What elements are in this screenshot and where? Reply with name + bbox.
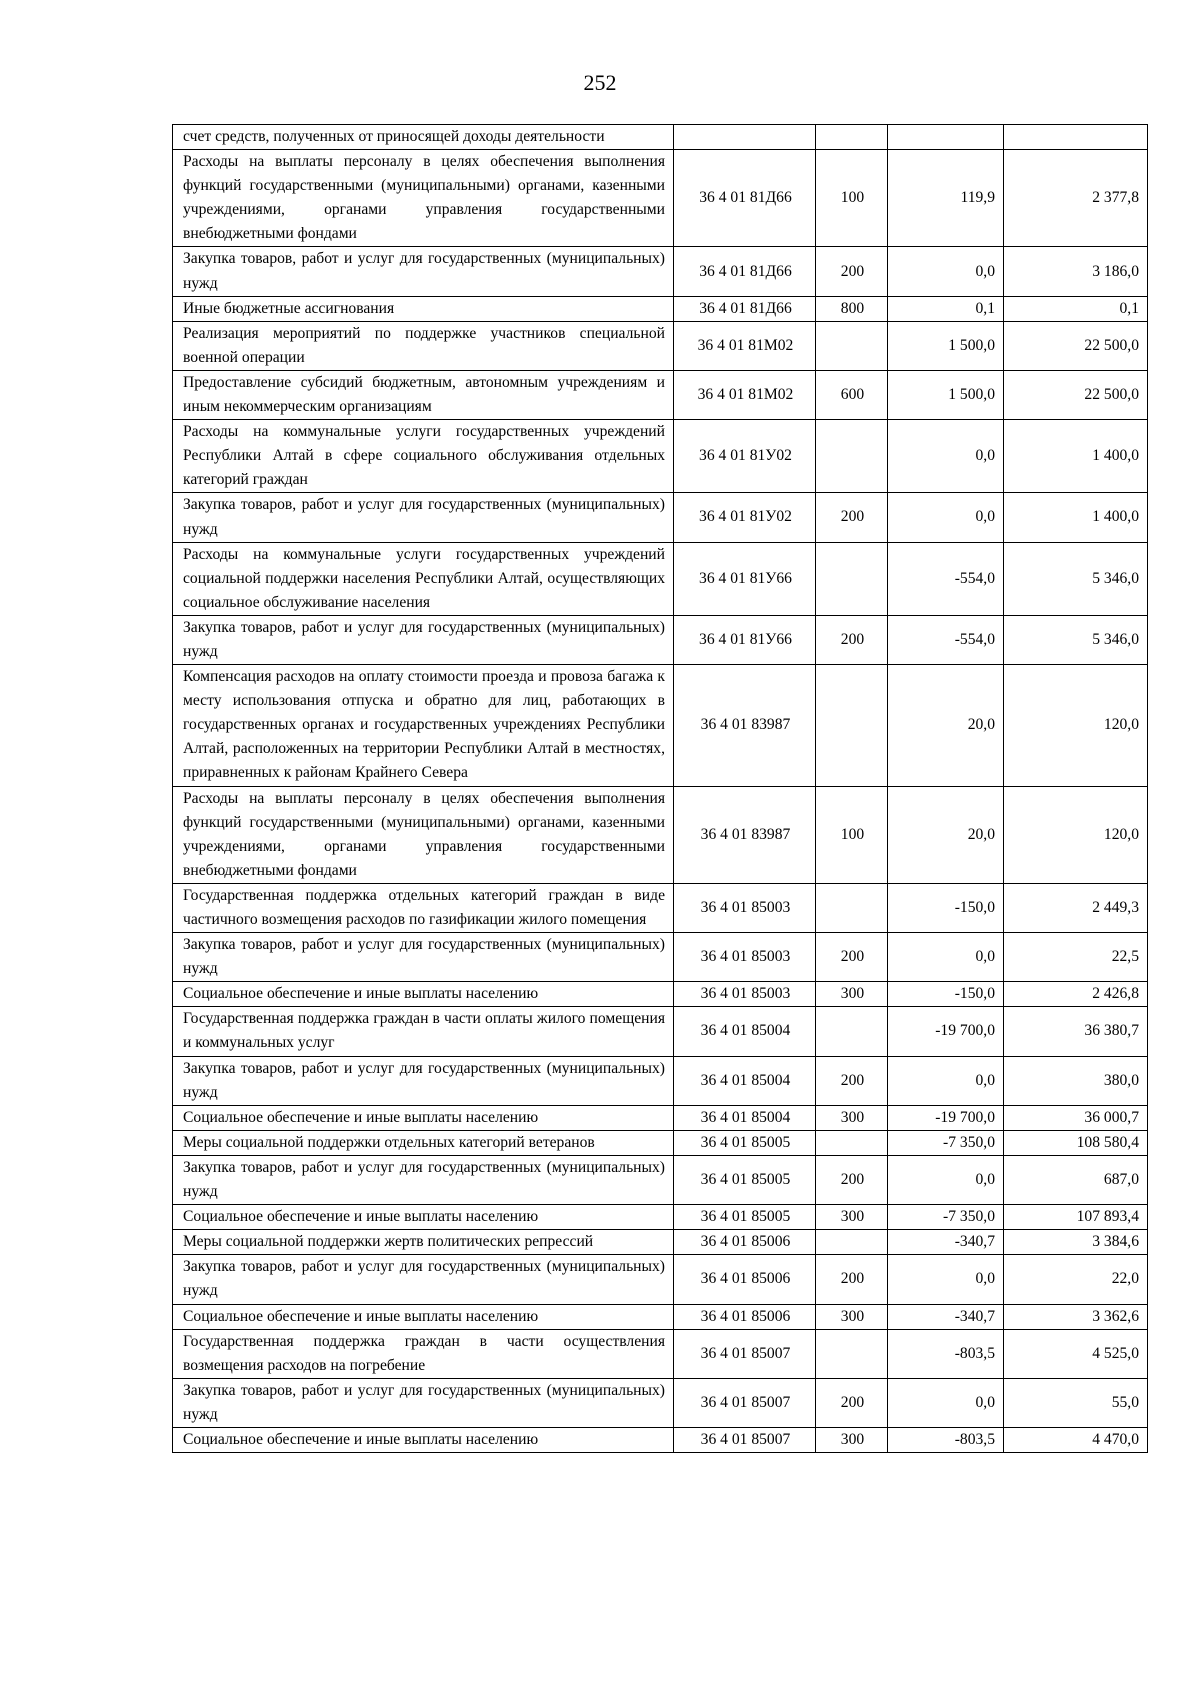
expense-description-cell: Закупка товаров, работ и услуг для государственных (муниципальных) нужд bbox=[173, 1056, 674, 1105]
table-row bbox=[173, 1427, 1148, 1452]
amount-change-cell: 0,0 bbox=[888, 1255, 1004, 1304]
amount-change-cell: -340,7 bbox=[888, 1230, 1004, 1255]
expense-type-code-cell: 200 bbox=[816, 493, 888, 542]
expense-type-code-cell: 200 bbox=[816, 1056, 888, 1105]
expense-description-cell: Компенсация расходов на оплату стоимости проезда и провоза багажа к месту использования отпуска и обратно для лиц, работающих в государственных органах и государственных учреждениях Республики Алтай, расположенных на территории Республики Алтай в местностях, приравненных к районам Крайнего Севера bbox=[173, 665, 674, 786]
expense-type-code-cell: 100 bbox=[816, 786, 888, 883]
amount-total-cell: 107 893,4 bbox=[1004, 1205, 1148, 1230]
table-row bbox=[173, 982, 1148, 1007]
amount-change-cell: -554,0 bbox=[888, 615, 1004, 664]
amount-total-cell: 5 346,0 bbox=[1004, 542, 1148, 615]
amount-total-cell: 36 380,7 bbox=[1004, 1007, 1148, 1056]
target-article-code-cell: 36 4 01 85007 bbox=[674, 1329, 816, 1378]
expense-type-code-cell: 200 bbox=[816, 1255, 888, 1304]
amount-change-cell: 1 500,0 bbox=[888, 370, 1004, 419]
target-article-code-cell: 36 4 01 85006 bbox=[674, 1230, 816, 1255]
table-row bbox=[173, 1378, 1148, 1427]
amount-total-cell: 3 384,6 bbox=[1004, 1230, 1148, 1255]
amount-total-cell: 55,0 bbox=[1004, 1378, 1148, 1427]
amount-change-cell: 0,0 bbox=[888, 1056, 1004, 1105]
amount-total-cell: 22 500,0 bbox=[1004, 321, 1148, 370]
expense-type-code-cell bbox=[816, 1230, 888, 1255]
expense-description-cell: Государственная поддержка отдельных категорий граждан в виде частичного возмещения расходов по газификации жилого помещения bbox=[173, 883, 674, 932]
expense-description-cell: Закупка товаров, работ и услуг для государственных (муниципальных) нужд bbox=[173, 1378, 674, 1427]
page-number: 252 bbox=[583, 70, 617, 95]
expense-description-cell: Реализация мероприятий по поддержке участников специальной военной операции bbox=[173, 321, 674, 370]
target-article-code-cell: 36 4 01 83987 bbox=[674, 665, 816, 786]
amount-total-cell: 120,0 bbox=[1004, 786, 1148, 883]
expense-description-cell: Социальное обеспечение и иные выплаты населению bbox=[173, 1105, 674, 1130]
amount-total-cell: 1 400,0 bbox=[1004, 493, 1148, 542]
expense-description-cell: Иные бюджетные ассигнования bbox=[173, 296, 674, 321]
amount-change-cell: -803,5 bbox=[888, 1427, 1004, 1452]
expense-type-code-cell bbox=[816, 125, 888, 150]
table-row bbox=[173, 786, 1148, 883]
table-row bbox=[173, 1056, 1148, 1105]
amount-total-cell: 4 470,0 bbox=[1004, 1427, 1148, 1452]
expense-type-code-cell bbox=[816, 542, 888, 615]
target-article-code-cell: 36 4 01 85004 bbox=[674, 1105, 816, 1130]
amount-total-cell: 4 525,0 bbox=[1004, 1329, 1148, 1378]
table-row bbox=[173, 125, 1148, 150]
amount-total-cell: 36 000,7 bbox=[1004, 1105, 1148, 1130]
budget-table bbox=[172, 124, 1148, 1453]
target-article-code-cell: 36 4 01 81Д66 bbox=[674, 296, 816, 321]
amount-change-cell: 0,0 bbox=[888, 247, 1004, 296]
target-article-code-cell: 36 4 01 85005 bbox=[674, 1130, 816, 1155]
amount-change-cell: 0,0 bbox=[888, 420, 1004, 493]
amount-change-cell: 119,9 bbox=[888, 150, 1004, 247]
amount-change-cell: -803,5 bbox=[888, 1329, 1004, 1378]
expense-type-code-cell: 200 bbox=[816, 1155, 888, 1204]
table-row bbox=[173, 1304, 1148, 1329]
expense-description-cell: Закупка товаров, работ и услуг для государственных (муниципальных) нужд bbox=[173, 1255, 674, 1304]
target-article-code-cell: 36 4 01 81У02 bbox=[674, 493, 816, 542]
expense-type-code-cell: 800 bbox=[816, 296, 888, 321]
amount-total-cell: 22,0 bbox=[1004, 1255, 1148, 1304]
table-row bbox=[173, 1105, 1148, 1130]
amount-total-cell: 22 500,0 bbox=[1004, 370, 1148, 419]
table-row bbox=[173, 296, 1148, 321]
target-article-code-cell: 36 4 01 85003 bbox=[674, 883, 816, 932]
table-row bbox=[173, 150, 1148, 247]
table-row bbox=[173, 615, 1148, 664]
target-article-code-cell: 36 4 01 85005 bbox=[674, 1155, 816, 1204]
amount-total-cell: 3 186,0 bbox=[1004, 247, 1148, 296]
amount-total-cell: 120,0 bbox=[1004, 665, 1148, 786]
amount-total-cell: 5 346,0 bbox=[1004, 615, 1148, 664]
table-row bbox=[173, 1205, 1148, 1230]
target-article-code-cell: 36 4 01 85006 bbox=[674, 1304, 816, 1329]
amount-change-cell: -19 700,0 bbox=[888, 1105, 1004, 1130]
amount-change-cell: 0,0 bbox=[888, 493, 1004, 542]
amount-change-cell: 20,0 bbox=[888, 665, 1004, 786]
expense-type-code-cell: 300 bbox=[816, 1205, 888, 1230]
target-article-code-cell: 36 4 01 81У02 bbox=[674, 420, 816, 493]
amount-change-cell: -340,7 bbox=[888, 1304, 1004, 1329]
amount-change-cell: 0,0 bbox=[888, 1378, 1004, 1427]
expense-type-code-cell: 200 bbox=[816, 615, 888, 664]
expense-description-cell: Закупка товаров, работ и услуг для государственных (муниципальных) нужд bbox=[173, 493, 674, 542]
expense-type-code-cell: 300 bbox=[816, 982, 888, 1007]
expense-description-cell: счет средств, полученных от приносящей доходы деятельности bbox=[173, 125, 674, 150]
table-row bbox=[173, 370, 1148, 419]
expense-description-cell: Расходы на коммунальные услуги государственных учреждений Республики Алтай в сфере социального обслуживания отдельных категорий граждан bbox=[173, 420, 674, 493]
expense-description-cell: Расходы на выплаты персоналу в целях обеспечения выполнения функций государственными (муниципальными) органами, казенными учреждениями, органами управления государственными внебюджетными фондами bbox=[173, 150, 674, 247]
expense-description-cell: Меры социальной поддержки отдельных категорий ветеранов bbox=[173, 1130, 674, 1155]
table-row bbox=[173, 883, 1148, 932]
amount-total-cell: 380,0 bbox=[1004, 1056, 1148, 1105]
amount-total-cell: 1 400,0 bbox=[1004, 420, 1148, 493]
target-article-code-cell: 36 4 01 81У66 bbox=[674, 542, 816, 615]
table-row bbox=[173, 665, 1148, 786]
expense-description-cell: Закупка товаров, работ и услуг для государственных (муниципальных) нужд bbox=[173, 247, 674, 296]
table-row bbox=[173, 1255, 1148, 1304]
expense-type-code-cell: 600 bbox=[816, 370, 888, 419]
expense-description-cell: Закупка товаров, работ и услуг для государственных (муниципальных) нужд bbox=[173, 1155, 674, 1204]
amount-change-cell: -150,0 bbox=[888, 883, 1004, 932]
amount-change-cell: 0,1 bbox=[888, 296, 1004, 321]
expense-description-cell: Расходы на коммунальные услуги государственных учреждений социальной поддержки населения Республики Алтай, осуществляющих социальное обслуживание населения bbox=[173, 542, 674, 615]
amount-change-cell: 1 500,0 bbox=[888, 321, 1004, 370]
expense-type-code-cell: 200 bbox=[816, 1378, 888, 1427]
expense-description-cell: Государственная поддержка граждан в части оплаты жилого помещения и коммунальных услуг bbox=[173, 1007, 674, 1056]
expense-description-cell: Меры социальной поддержки жертв политических репрессий bbox=[173, 1230, 674, 1255]
expense-description-cell: Закупка товаров, работ и услуг для государственных (муниципальных) нужд bbox=[173, 615, 674, 664]
expense-type-code-cell: 200 bbox=[816, 247, 888, 296]
amount-total-cell: 2 377,8 bbox=[1004, 150, 1148, 247]
amount-total-cell: 108 580,4 bbox=[1004, 1130, 1148, 1155]
expense-type-code-cell: 300 bbox=[816, 1304, 888, 1329]
table-row bbox=[173, 1007, 1148, 1056]
expense-description-cell: Государственная поддержка граждан в части осуществления возмещения расходов на погребение bbox=[173, 1329, 674, 1378]
amount-total-cell: 2 426,8 bbox=[1004, 982, 1148, 1007]
expense-type-code-cell bbox=[816, 883, 888, 932]
expense-type-code-cell: 200 bbox=[816, 933, 888, 982]
amount-change-cell: -554,0 bbox=[888, 542, 1004, 615]
amount-change-cell: -19 700,0 bbox=[888, 1007, 1004, 1056]
target-article-code-cell: 36 4 01 85005 bbox=[674, 1205, 816, 1230]
target-article-code-cell: 36 4 01 85007 bbox=[674, 1378, 816, 1427]
target-article-code-cell bbox=[674, 125, 816, 150]
amount-change-cell bbox=[888, 125, 1004, 150]
expense-type-code-cell: 100 bbox=[816, 150, 888, 247]
target-article-code-cell: 36 4 01 81У66 bbox=[674, 615, 816, 664]
table-row bbox=[173, 247, 1148, 296]
expense-description-cell: Социальное обеспечение и иные выплаты населению bbox=[173, 982, 674, 1007]
expense-type-code-cell: 300 bbox=[816, 1427, 888, 1452]
expense-description-cell: Закупка товаров, работ и услуг для государственных (муниципальных) нужд bbox=[173, 933, 674, 982]
target-article-code-cell: 36 4 01 85003 bbox=[674, 982, 816, 1007]
target-article-code-cell: 36 4 01 85003 bbox=[674, 933, 816, 982]
amount-total-cell: 22,5 bbox=[1004, 933, 1148, 982]
target-article-code-cell: 36 4 01 85007 bbox=[674, 1427, 816, 1452]
target-article-code-cell: 36 4 01 81Д66 bbox=[674, 150, 816, 247]
table-row bbox=[173, 493, 1148, 542]
amount-total-cell: 687,0 bbox=[1004, 1155, 1148, 1204]
table-row bbox=[173, 542, 1148, 615]
table-row bbox=[173, 933, 1148, 982]
table-row bbox=[173, 420, 1148, 493]
expense-type-code-cell bbox=[816, 1130, 888, 1155]
budget-table-body bbox=[173, 125, 1148, 1453]
target-article-code-cell: 36 4 01 81М02 bbox=[674, 370, 816, 419]
expense-type-code-cell bbox=[816, 1329, 888, 1378]
target-article-code-cell: 36 4 01 81М02 bbox=[674, 321, 816, 370]
amount-total-cell: 2 449,3 bbox=[1004, 883, 1148, 932]
target-article-code-cell: 36 4 01 85004 bbox=[674, 1007, 816, 1056]
target-article-code-cell: 36 4 01 81Д66 bbox=[674, 247, 816, 296]
target-article-code-cell: 36 4 01 83987 bbox=[674, 786, 816, 883]
expense-description-cell: Социальное обеспечение и иные выплаты населению bbox=[173, 1427, 674, 1452]
table-row bbox=[173, 1130, 1148, 1155]
table-row bbox=[173, 1155, 1148, 1204]
expense-description-cell: Предоставление субсидий бюджетным, автономным учреждениям и иным некоммерческим организациям bbox=[173, 370, 674, 419]
expense-description-cell: Расходы на выплаты персоналу в целях обеспечения выполнения функций государственными (муниципальными) органами, казенными учреждениями, органами управления государственными внебюджетными фондами bbox=[173, 786, 674, 883]
amount-change-cell: -7 350,0 bbox=[888, 1205, 1004, 1230]
amount-change-cell: -7 350,0 bbox=[888, 1130, 1004, 1155]
table-row bbox=[173, 1230, 1148, 1255]
expense-type-code-cell bbox=[816, 420, 888, 493]
table-row bbox=[173, 1329, 1148, 1378]
target-article-code-cell: 36 4 01 85006 bbox=[674, 1255, 816, 1304]
target-article-code-cell: 36 4 01 85004 bbox=[674, 1056, 816, 1105]
expense-type-code-cell bbox=[816, 1007, 888, 1056]
table-row bbox=[173, 321, 1148, 370]
amount-total-cell: 3 362,6 bbox=[1004, 1304, 1148, 1329]
amount-change-cell: -150,0 bbox=[888, 982, 1004, 1007]
expense-type-code-cell: 300 bbox=[816, 1105, 888, 1130]
expense-description-cell: Социальное обеспечение и иные выплаты населению bbox=[173, 1205, 674, 1230]
expense-type-code-cell bbox=[816, 321, 888, 370]
expense-type-code-cell bbox=[816, 665, 888, 786]
amount-total-cell: 0,1 bbox=[1004, 296, 1148, 321]
amount-change-cell: 0,0 bbox=[888, 933, 1004, 982]
amount-change-cell: 20,0 bbox=[888, 786, 1004, 883]
amount-change-cell: 0,0 bbox=[888, 1155, 1004, 1204]
amount-total-cell bbox=[1004, 125, 1148, 150]
expense-description-cell: Социальное обеспечение и иные выплаты населению bbox=[173, 1304, 674, 1329]
